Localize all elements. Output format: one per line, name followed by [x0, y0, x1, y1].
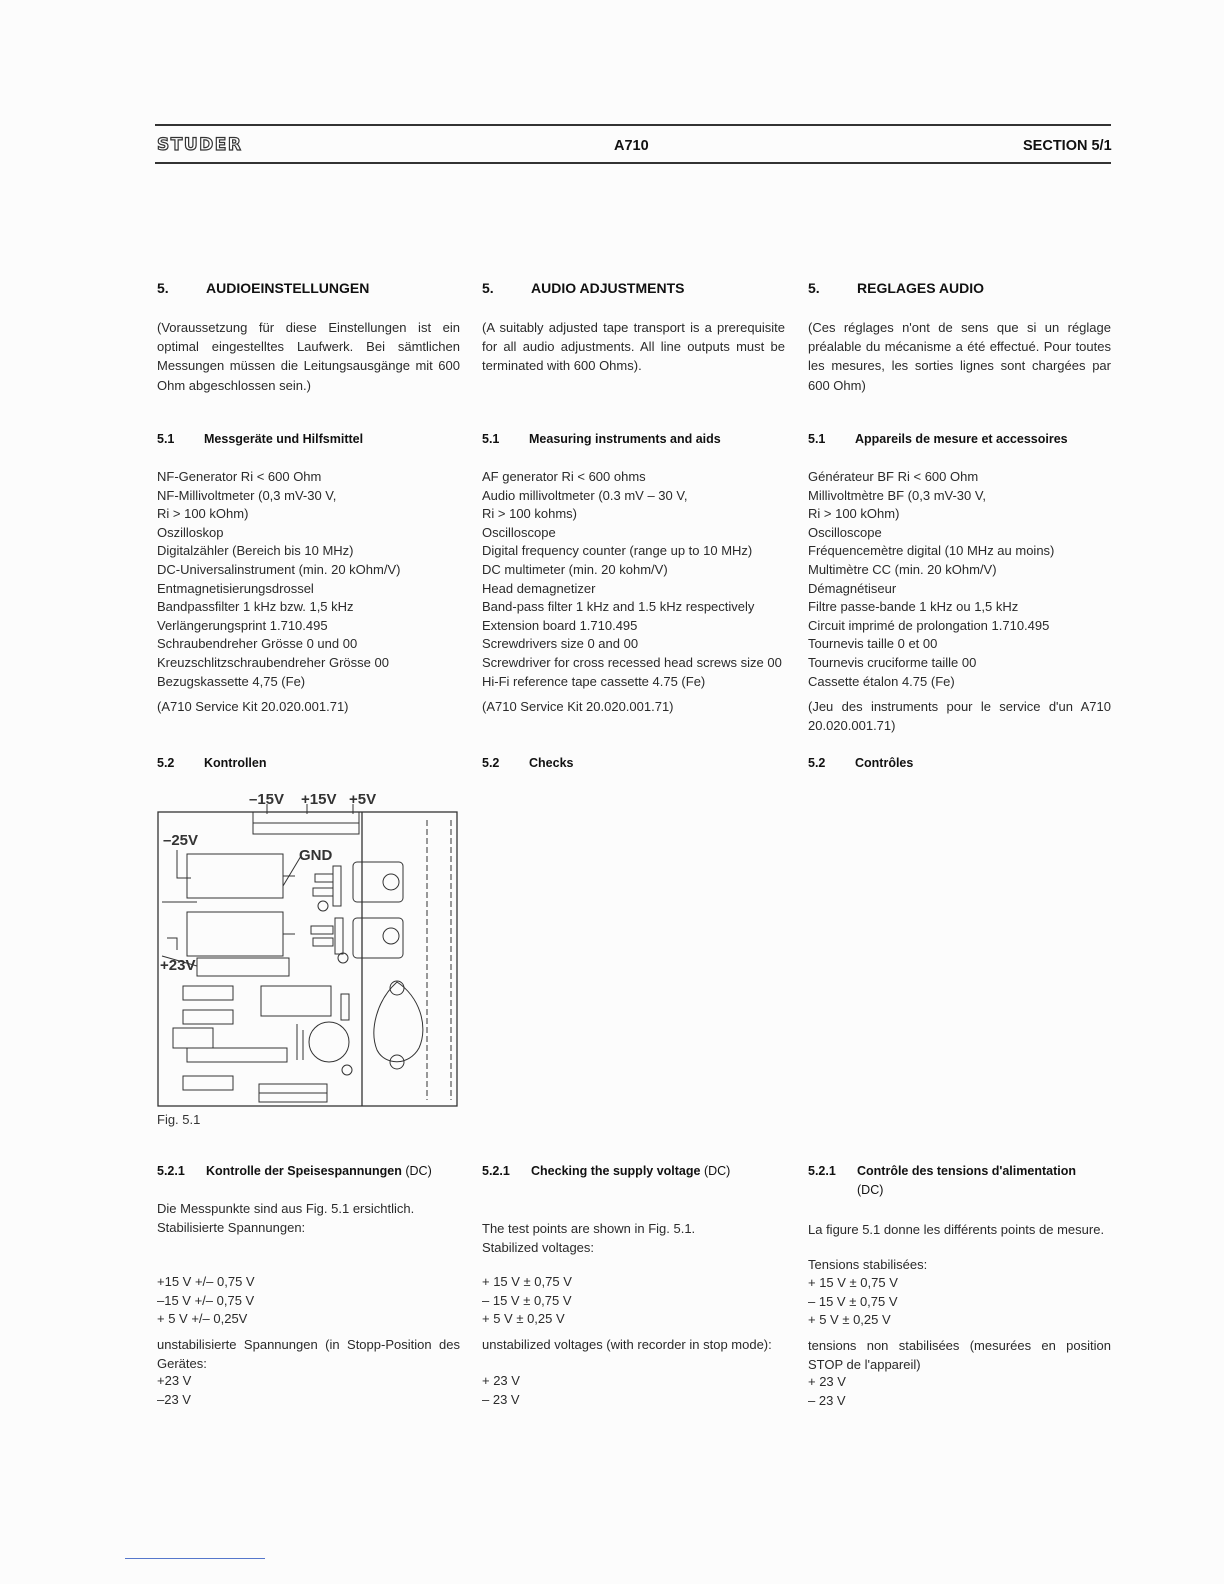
de-section-5-2-1-heading: 5.2.1 Kontrolle der Speisespannungen (DC): [157, 1164, 432, 1178]
line-item: Oscilloscope: [482, 524, 556, 540]
fr-instruments-list: [808, 468, 1114, 691]
fr-section-5-2-heading: 5.2 Contrôles: [808, 756, 914, 770]
label-plus-23v: +23V: [160, 957, 196, 974]
line-item: – 15 V ± 0,75 V: [808, 1293, 898, 1309]
figure-caption: Fig. 5.1: [157, 1112, 201, 1127]
line-item: Band-pass filter 1 kHz and 1.5 kHz respectively: [482, 599, 755, 615]
line-item: DC multimeter (min. 20 kohm/V): [482, 561, 668, 577]
en-section-5-2-1-heading: 5.2.1 Checking the supply voltage (DC): [482, 1164, 731, 1178]
de-stabilized-voltages: [157, 1273, 463, 1329]
line-item: Ri > 100 kOhm): [157, 506, 249, 522]
line-item: Audio millivoltmeter (0.3 mV – 30 V,: [482, 487, 688, 503]
en-measure-intro: [482, 1220, 788, 1257]
de-section-5-1-heading: 5.1 Messgeräte und Hilfsmittel: [157, 432, 364, 446]
line-item: DC-Universalinstrument (min. 20 kOhm/V): [157, 561, 401, 577]
line-item: + 23 V: [482, 1373, 520, 1388]
line-item: Schraubendreher Grösse 0 und 00: [157, 636, 358, 652]
line-item: + 23 V: [808, 1374, 846, 1389]
label-gnd: GND: [299, 847, 333, 864]
en-section-5-1-heading: 5.1 Measuring instruments and aids: [482, 432, 721, 446]
de-section-5-heading: 5. AUDIOEINSTELLUNGEN: [157, 280, 370, 296]
fr-stabilized-voltages: [808, 1274, 1114, 1330]
header-top-rule: [155, 124, 1111, 126]
line-item: Millivoltmètre BF (0,3 mV-30 V,: [808, 487, 986, 503]
figure-5-1-pcb-diagram: [157, 790, 463, 1110]
line-item: Bezugskassette 4,75 (Fe): [157, 673, 306, 689]
line-item: Die Messpunkte sind aus Fig. 5.1 ersichtlich.: [157, 1201, 415, 1216]
line-item: Digital frequency counter (range up to 10 MHz): [482, 543, 753, 559]
header-bottom-rule: [155, 162, 1111, 164]
line-item: Screwdriver for cross recessed head screws size 00: [482, 654, 782, 670]
line-item: Extension board 1.710.495: [482, 617, 638, 633]
label-plus-5v: +5V: [349, 791, 377, 808]
en-stabilized-voltages: [482, 1273, 788, 1329]
line-item: Verlängerungsprint 1.710.495: [157, 617, 328, 633]
line-item: + 5 V +/– 0,25V: [157, 1311, 248, 1327]
line-item: –15 V +/– 0,75 V: [157, 1292, 255, 1308]
label-plus-15v: +15V: [301, 791, 337, 808]
line-item: + 5 V ± 0,25 V: [482, 1311, 565, 1327]
line-item: – 15 V ± 0,75 V: [482, 1292, 572, 1308]
en-unstabilized-voltages: [482, 1372, 788, 1409]
line-item: AF generator Ri < 600 ohms: [482, 469, 646, 484]
line-item: Démagnétiseur: [808, 580, 897, 596]
label-minus-25v: –25V: [163, 832, 199, 849]
line-item: Screwdrivers size 0 and 00: [482, 636, 639, 652]
de-service-kit: (A710 Service Kit 20.020.001.71): [157, 699, 349, 714]
de-intro: (Voraussetzung für diese Einstellungen ist ein optimal eingestelltes Laufwerk. Bei sämtlichen Messungen müssen die Leitungsausgänge mit 600 Ohm abgeschlossen sein.): [157, 320, 460, 393]
en-intro: (A suitably adjusted tape transport is a prerequisite for all audio adjustments. All line outputs must be terminated with 600 Ohms).: [482, 320, 785, 374]
line-item: NF-Generator Ri < 600 Ohm: [157, 469, 322, 484]
fr-unstabilized-intro: tensions non stabilisées (mesurées en position STOP de l'appareil): [808, 1338, 1111, 1373]
line-item: +23 V: [157, 1373, 192, 1388]
de-unstabilized-voltages: [157, 1372, 463, 1409]
line-item: Cassette étalon 4.75 (Fe): [808, 673, 955, 689]
line-item: Ri > 100 kohms): [482, 506, 578, 522]
studer-logo: STUDER: [157, 135, 243, 155]
de-measure-intro: [157, 1200, 463, 1237]
line-item: + 5 V ± 0,25 V: [808, 1312, 891, 1328]
line-item: – 23 V: [482, 1391, 520, 1407]
section-number: SECTION 5/1: [1023, 138, 1112, 154]
label-minus-15v: –15V: [249, 791, 285, 808]
line-item: Kreuzschlitzschraubendreher Grösse 00: [157, 654, 389, 670]
line-item: Filtre passe-bande 1 kHz ou 1,5 kHz: [808, 599, 1019, 615]
fr-measure-intro: La figure 5.1 donne les différents points de mesure.: [808, 1222, 1105, 1237]
de-unstabilized-intro: unstabilisierte Spannungen (in Stopp-Position des Gerätes:: [157, 1337, 460, 1372]
footer-link-line: [125, 1558, 265, 1559]
line-item: Stabilisierte Spannungen:: [157, 1219, 306, 1235]
line-item: –23 V: [157, 1391, 191, 1407]
fr-unstabilized-voltages: [808, 1373, 1114, 1410]
line-item: Fréquencemètre digital (10 MHz au moins): [808, 543, 1055, 559]
line-item: + 15 V ± 0,75 V: [482, 1274, 572, 1289]
model-name: A710: [614, 138, 649, 154]
line-item: Hi-Fi reference tape cassette 4.75 (Fe): [482, 673, 706, 689]
line-item: Head demagnetizer: [482, 580, 596, 596]
de-section-5-2-heading: 5.2 Kontrollen: [157, 756, 267, 770]
german-column: [157, 280, 463, 296]
en-section-5-2-heading: 5.2 Checks: [482, 756, 574, 770]
line-item: Circuit imprimé de prolongation 1.710.495: [808, 617, 1050, 633]
line-item: Multimètre CC (min. 20 kOhm/V): [808, 561, 997, 577]
line-item: Tournevis cruciforme taille 00: [808, 654, 977, 670]
fr-section-5-heading: 5. REGLAGES AUDIO: [808, 280, 985, 296]
line-item: – 23 V: [808, 1392, 846, 1408]
line-item: Oszilloskop: [157, 524, 224, 540]
fr-stabilized-label: Tensions stabilisées:: [808, 1257, 928, 1272]
line-item: Oscilloscope: [808, 524, 882, 540]
fr-section-5-1-heading: 5.1 Appareils de mesure et accessoires: [808, 432, 1068, 446]
en-unstabilized-intro: unstabilized voltages (with recorder in stop mode):: [482, 1337, 772, 1352]
line-item: +15 V +/– 0,75 V: [157, 1274, 255, 1289]
line-item: Générateur BF Ri < 600 Ohm: [808, 469, 979, 484]
line-item: Digitalzähler (Bereich bis 10 MHz): [157, 543, 354, 559]
fr-service-kit: (Jeu des instruments pour le service d'un A710 20.020.001.71): [808, 699, 1111, 734]
line-item: + 15 V ± 0,75 V: [808, 1275, 898, 1290]
line-item: Stabilized voltages:: [482, 1239, 595, 1255]
en-section-5-heading: 5. AUDIO ADJUSTMENTS: [482, 280, 685, 296]
line-item: NF-Millivoltmeter (0,3 mV-30 V,: [157, 487, 337, 503]
en-service-kit: (A710 Service Kit 20.020.001.71): [482, 699, 674, 714]
line-item: The test points are shown in Fig. 5.1.: [482, 1221, 696, 1236]
line-item: Tournevis taille 0 et 00: [808, 636, 938, 652]
de-instruments-list: [157, 468, 463, 691]
line-item: Entmagnetisierungsdrossel: [157, 580, 314, 596]
en-instruments-list: [482, 468, 788, 691]
fr-intro: (Ces réglages n'ont de sens que si un réglage préalable du mécanisme a été effectué. Pour toutes les mesures, les sorties lignes sont chargées par 600 Ohm): [808, 320, 1111, 393]
line-item: Ri > 100 kOhm): [808, 506, 900, 522]
fr-section-5-2-1-heading: 5.2.1 Contrôle des tensions d'alimentation (DC): [808, 1164, 1076, 1197]
line-item: Bandpassfilter 1 kHz bzw. 1,5 kHz: [157, 599, 354, 615]
